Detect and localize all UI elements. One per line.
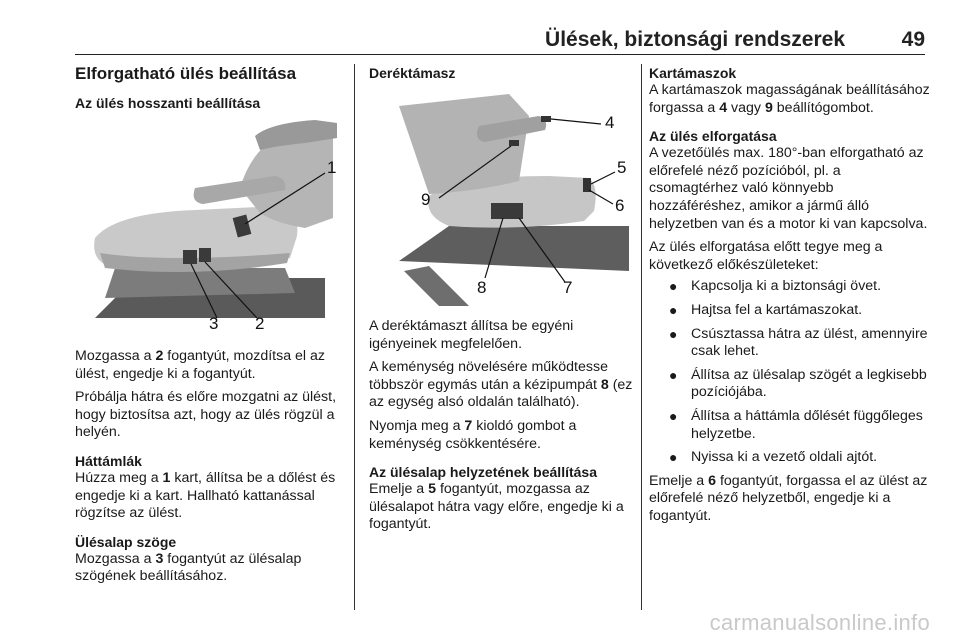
column-divider-1 xyxy=(354,64,355,610)
callout-5: 5 xyxy=(617,158,627,177)
seat-longitudinal-figure xyxy=(75,118,340,338)
page-section-title: Ülések, biztonsági rendszerek xyxy=(545,28,845,51)
page-header xyxy=(75,24,925,55)
bullet-icon: ● xyxy=(669,366,678,383)
lumbar-illustration xyxy=(369,86,634,308)
instruction-lumbar: A deréktámaszt állítsa be egyéni igényeinek megfelelően. xyxy=(369,318,574,352)
callout-2: 2 xyxy=(255,314,265,333)
callout-4: 4 xyxy=(605,113,615,132)
instruction-rotate-release: Emelje a 6 fogantyút, forgassa el az ülést az előrefelé néző helyzetből, engedje ki a fogantyút. xyxy=(649,472,928,524)
instruction-rotation: A vezetőülés max. 180°-ban elforgatható az előrefelé néző pozícióból, pl. a csomagtérhez való könnyebb hozzáféréshez, amikor a jármű álló helyzetben van és a motor ki van kapcsolva. xyxy=(649,145,928,232)
page-number: 49 xyxy=(901,28,925,51)
callout-9: 9 xyxy=(421,190,431,209)
instruction-test: Próbálja hátra és előre mozgatni az ülést, hogy biztosítsa azt, hogy az ülés rögzül a helyén. xyxy=(75,389,337,441)
bullet-icon: ● xyxy=(669,407,678,424)
list-item: ● Állítsa az ülésalap szögét a legkisebb pozíciójába. xyxy=(669,366,927,401)
list-item: ● Nyissa ki a vezető oldali ajtót. xyxy=(669,449,878,466)
instruction-firmness-increase: A keménység növelésére működtesse többször egymás után a kézipumpát 8 (ez az egység alsó oldalán található). xyxy=(369,359,633,411)
callout-7: 7 xyxy=(563,278,573,297)
column-divider-2 xyxy=(641,64,642,610)
list-item: ● Kapcsolja ki a biztonsági övet. xyxy=(669,278,882,295)
list-item: ● Állítsa a háttámla dőlését függőleges helyzetbe. xyxy=(669,407,923,442)
column-2 xyxy=(369,64,634,534)
list-item: ● Csúsztassa hátra az ülést, amennyire csak lehet. xyxy=(669,325,928,360)
instruction-angle: Mozgassa a 3 fogantyút az ülésalap szögének beállításához. xyxy=(75,550,302,585)
subsection-title-backrest: Háttámlák xyxy=(75,452,142,469)
instruction-seat-position: Emelje a 5 fogantyút, mozgassa az ülésalapot hátra vagy előre, engedje ki a fogantyút. xyxy=(369,481,624,533)
seat-illustration xyxy=(75,118,340,338)
instruction-armrests: A kartámaszok magasságának beállításához forgassa a 4 vagy 9 beállítógombot. xyxy=(649,82,930,116)
bullet-icon: ● xyxy=(669,301,678,318)
subsection-title-rotation: Az ülés elforgatása xyxy=(649,128,777,145)
bullet-icon: ● xyxy=(669,278,678,295)
subsection-title-armrests: Kartámaszok xyxy=(649,65,737,81)
section-title: Elforgatható ülés beállítása xyxy=(75,64,297,83)
instruction-longitudinal: Mozgassa a 2 fogantyút, mozdítsa el az ülést, engedje ki a fogantyút. xyxy=(75,348,325,382)
subsection-title-angle: Ülésalap szöge xyxy=(75,533,177,550)
list-item: ● Hajtsa fel a kartámaszokat. xyxy=(669,301,863,318)
watermark: carmanualsonline.info xyxy=(709,610,930,635)
column-1 xyxy=(75,64,343,586)
callout-6: 6 xyxy=(615,196,625,215)
instruction-prep: Az ülés elforgatása előtt tegye meg a következő előkészületeket: xyxy=(649,239,883,273)
subsection-title-seat-position: Az ülésalap helyzetének beállítása xyxy=(369,464,597,481)
prep-list xyxy=(649,278,931,466)
bullet-icon: ● xyxy=(669,449,678,466)
lumbar-figure xyxy=(369,86,634,308)
subsection-title-longitudinal: Az ülés hosszanti beállítása xyxy=(75,95,261,111)
callout-3: 3 xyxy=(209,314,219,333)
instruction-backrest: Húzza meg a 1 kart, állítsa be a dőlést és engedje ki a kart. Hallható kattanással rögzítse az ülést. xyxy=(75,469,336,522)
callout-1: 1 xyxy=(327,158,337,177)
column-3 xyxy=(649,64,931,525)
bullet-icon: ● xyxy=(669,325,678,342)
instruction-firmness-decrease: Nyomja meg a 7 kioldó gombot a keménység csökkentésére. xyxy=(369,417,577,452)
subsection-title-lumbar: Deréktámasz xyxy=(369,65,456,81)
callout-8: 8 xyxy=(477,278,487,297)
